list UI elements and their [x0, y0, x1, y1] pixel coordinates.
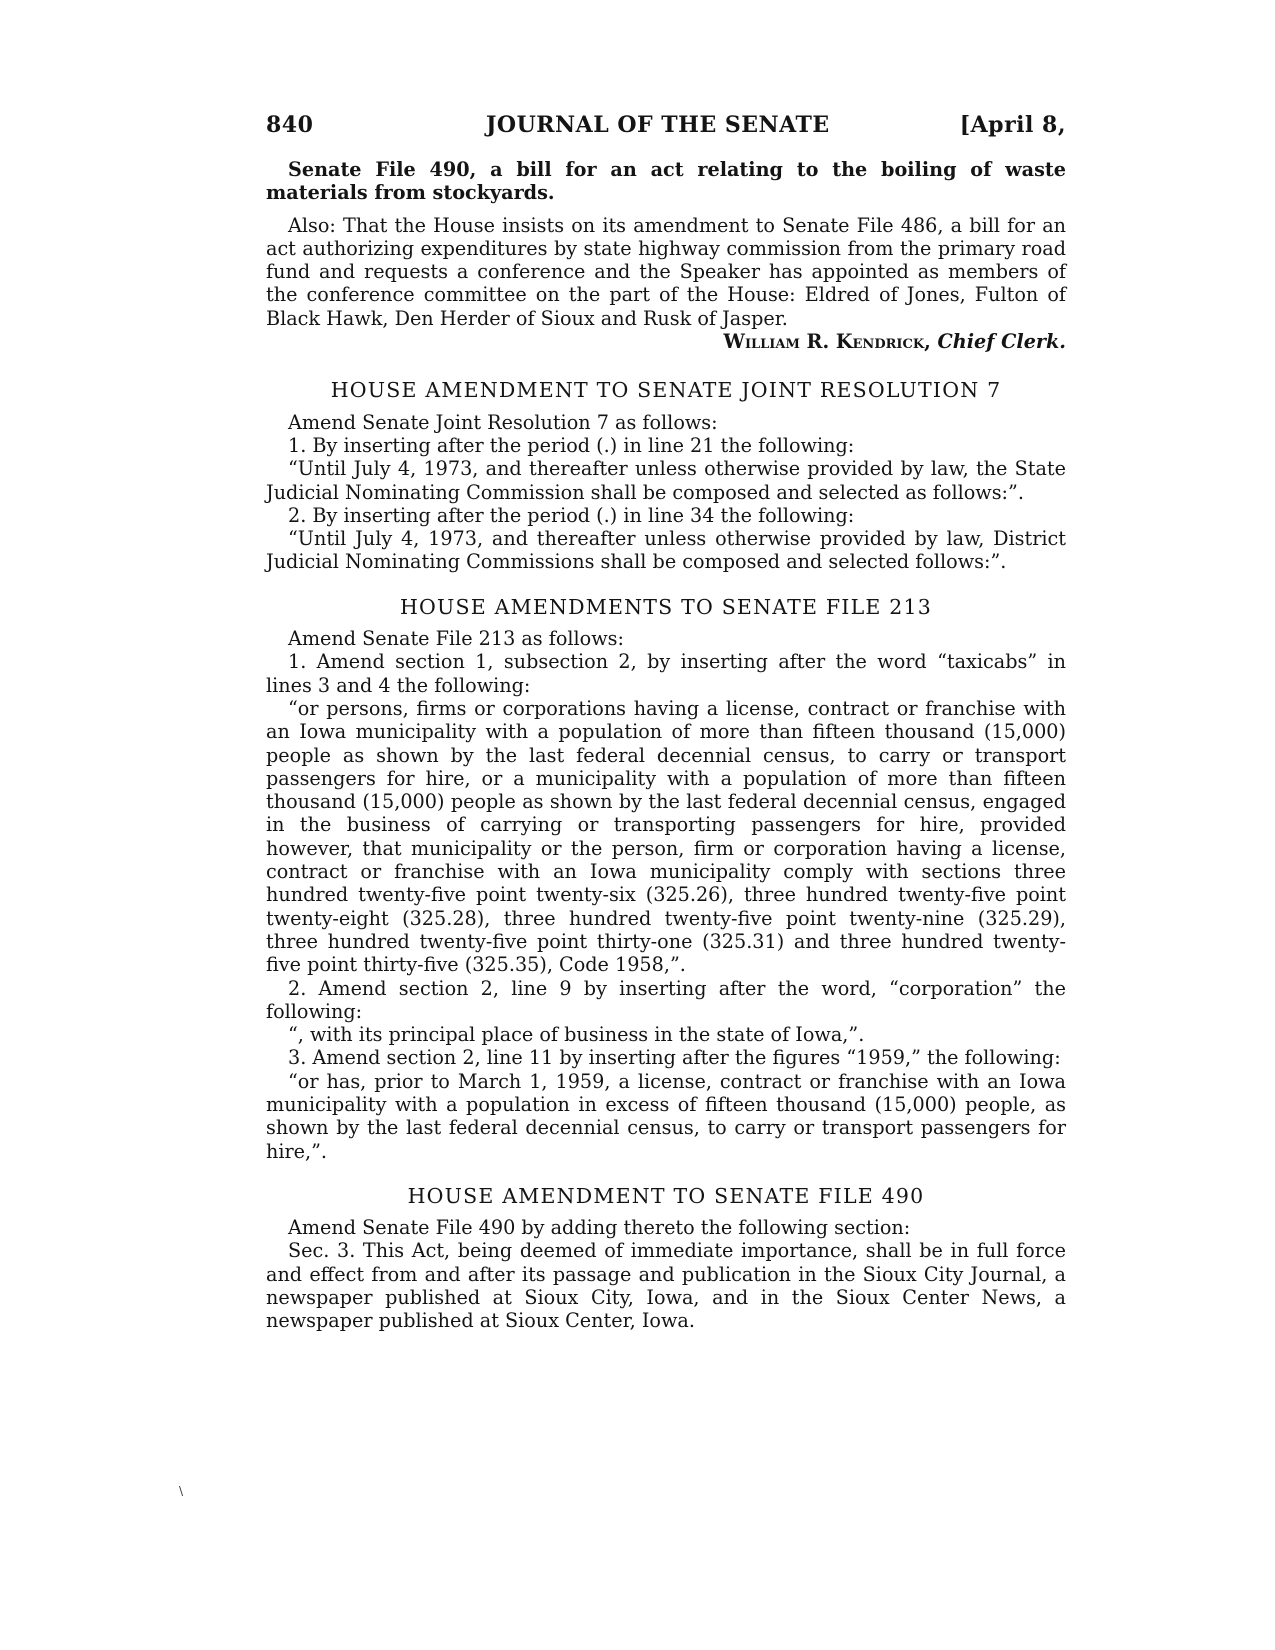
signature-title: Chief Clerk. [937, 330, 1066, 354]
section-paragraph: Amend Senate File 490 by adding thereto the following section: [288, 1216, 911, 1240]
section-paragraph: Sec. 3. This Act, being deemed of immediate importance, shall be in full force and effect from and after its passage and publication in the Sioux City Journal, a newspaper published at Sioux City, Iowa, and in the Sioux Center News, a newspaper published at Sioux Center, Iowa. [266, 1239, 1066, 1333]
section-paragraph: 2. By inserting after the period (.) in line 34 the following: [288, 503, 855, 527]
section-heading: HOUSE AMENDMENT TO SENATE JOINT RESOLUTION 7 [330, 378, 1002, 403]
section-paragraph: Amend Senate Joint Resolution 7 as follows: [288, 410, 718, 434]
message-paragraph: Also: That the House insists on its amendment to Senate File 486, a bill for an act authorizing expenditures by state highway commission from the primary road fund and requests a conference and the Speaker has appointed as members of the conference committee on the part of the House: Eldred of Jones, Fulton of Black Hawk, Den Herder of Sioux and Rusk of Jasper. [266, 213, 1066, 330]
section-paragraph: 3. Amend section 2, line 11 by inserting after the figures “1959,” the following: [288, 1046, 1061, 1070]
section-paragraph: “Until July 4, 1973, and thereafter unless otherwise provided by law, the State Judicial Nominating Commission shall be composed and selected as follows:”. [266, 457, 1066, 504]
intro-paragraph: Senate File 490, a bill for an act relating to the boiling of waste materials from stockyards. [266, 158, 1066, 205]
journal-title: JOURNAL OF THE SENATE [486, 112, 830, 138]
signature [266, 330, 1066, 353]
section-paragraph: 2. Amend section 2, line 9 by inserting after the word, “corporation” the following: [266, 976, 1066, 1023]
section-paragraph: “or has, prior to March 1, 1959, a license, contract or franchise with an Iowa municipality with a population in excess of fifteen thousand (15,000) people, as shown by the last federal decennial census, to carry or transport passengers for hire,”. [266, 1069, 1066, 1163]
section-heading: HOUSE AMENDMENTS TO SENATE FILE 213 [399, 594, 933, 619]
section-paragraph: 1. By inserting after the period (.) in line 21 the following: [288, 433, 855, 457]
header-date: [April 8, [959, 112, 1066, 138]
stray-mark: \ [179, 1484, 184, 1498]
page-body [266, 158, 1066, 1333]
section-paragraph: “Until July 4, 1973, and thereafter unless otherwise provided by law, District Judicial Nominating Commissions shall be composed and selected follows:”. [266, 527, 1066, 574]
section-heading: HOUSE AMENDMENT TO SENATE FILE 490 [407, 1183, 925, 1208]
signature-name: William R. Kendrick, [723, 330, 931, 354]
section-paragraph: “, with its principal place of business in the state of Iowa,”. [288, 1023, 865, 1047]
section-paragraph: “or persons, firms or corporations having a license, contract or franchise with an Iowa municipality with a population of more than fifteen thousand (15,000) people as shown by the last federal decennial census, to carry or transport passengers for hire, or a municipality with a population of more than fifteen thousand (15,000) people as shown by the last federal decennial census, engaged in the business of carrying or transporting passengers for hire, provided however, that municipality or the person, firm or corporation having a license, contract or franchise with an Iowa municipality comply with sections three hundred twenty-five point twenty-six (325.26), three hundred twenty-five point twenty-eight (325.28), three hundred twenty-five point twenty-nine (325.29), three hundred twenty-five point thirty-one (325.31) and three hundred twenty-five point thirty-five (325.35), Code 1958,”. [266, 696, 1066, 977]
section-paragraph: 1. Amend section 1, subsection 2, by inserting after the word “taxicabs” in lines 3 and 4 the following: [266, 650, 1066, 697]
running-head [266, 112, 1066, 142]
section-paragraph: Amend Senate File 213 as follows: [288, 627, 624, 651]
page-number: 840 [266, 112, 314, 138]
